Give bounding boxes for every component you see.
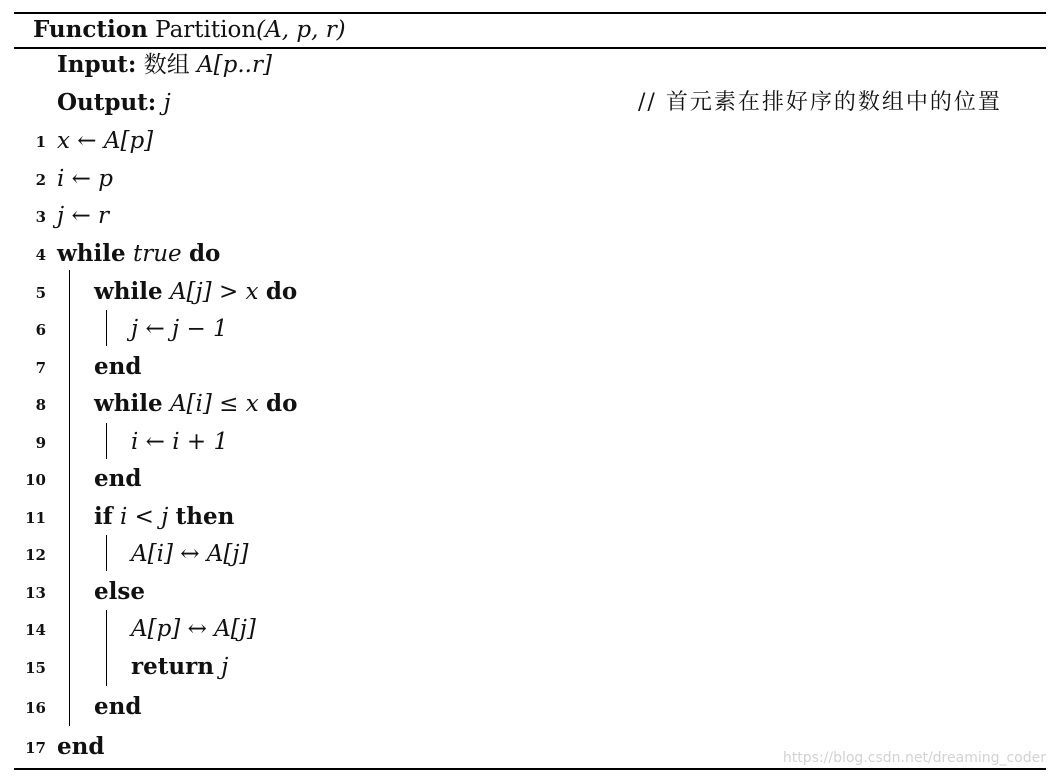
math-expression: true [125,241,189,267]
keyword: while [94,390,163,417]
block-indent-bar [69,270,70,726]
code-line [57,124,153,158]
line-number: 16 [25,699,46,717]
output-label: Output: [57,89,157,116]
line-number: 13 [25,584,46,602]
keyword: while [57,240,126,267]
code-line [94,275,297,309]
line-number: 3 [35,208,46,226]
line-number: 2 [35,171,46,189]
math-expression: x ← A[p] [57,128,154,154]
code-line [131,612,256,646]
keyword: end [94,465,142,492]
code-line [131,425,228,459]
block-indent-bar [106,310,107,346]
line-number: 15 [25,659,46,677]
math-expression: i ← p [57,166,113,192]
block-indent-bar [106,423,107,459]
code-line [57,162,113,196]
keyword: if [94,503,113,530]
math-expression: A[p] ↔ A[j] [131,616,256,642]
code-line [94,500,234,534]
code-line [57,237,220,271]
code-line [94,387,297,421]
line-number: 12 [25,546,46,564]
line-number: 11 [25,509,46,527]
keyword: then [175,503,235,530]
code-line [94,350,141,384]
algorithm-header [33,14,346,46]
input-expr: A[p..r] [197,52,272,78]
keyword: do [266,390,298,417]
line-number: 8 [35,396,46,414]
keyword: end [94,353,142,380]
input-label: Input: [57,51,137,78]
output-comment: // 首元素在排好序的数组中的位置 [638,90,1002,115]
math-expression: j ← j − 1 [131,316,228,342]
keyword: return [131,653,214,680]
bottom-rule [14,768,1046,770]
math-expression: A[j] > x [162,279,266,305]
code-line [131,312,228,346]
math-expression: i < j [112,504,176,530]
math-expression: A[i] ≤ x [162,391,267,417]
keyword: else [94,578,145,605]
line-number: 5 [35,284,46,302]
line-number: 14 [25,621,46,639]
code-line [57,730,104,764]
input-text: 数组 [143,52,190,78]
code-line [57,199,109,233]
line-number: 1 [35,133,46,151]
keyword: do [265,278,298,305]
line-number: 6 [35,321,46,339]
watermark: https://blog.csdn.net/dreaming_coder [782,750,1046,766]
code-line [94,462,141,496]
code-line [94,690,141,724]
keyword: while [94,278,163,305]
keyword: end [57,733,105,760]
output-expr: j [163,90,171,116]
function-keyword: Function [33,16,148,43]
line-number: 4 [35,246,46,264]
function-params: (A, p, r) [256,17,346,43]
code-line [131,650,228,684]
code-line [94,575,145,609]
block-indent-bar [106,535,107,571]
line-number: 9 [35,434,46,452]
function-name: Partition [155,17,257,43]
line-number: 10 [25,471,46,489]
input-line [57,48,272,82]
code-line [131,537,249,571]
line-number: 17 [25,739,46,757]
keyword: do [188,240,221,267]
math-expression: A[i] ↔ A[j] [131,541,249,567]
keyword: end [94,693,142,720]
block-indent-bar [106,610,107,686]
math-expression: j [213,654,229,680]
line-number: 7 [35,359,46,377]
math-expression: j ← r [57,203,110,229]
output-line [57,86,171,120]
math-expression: i ← i + 1 [131,429,229,455]
